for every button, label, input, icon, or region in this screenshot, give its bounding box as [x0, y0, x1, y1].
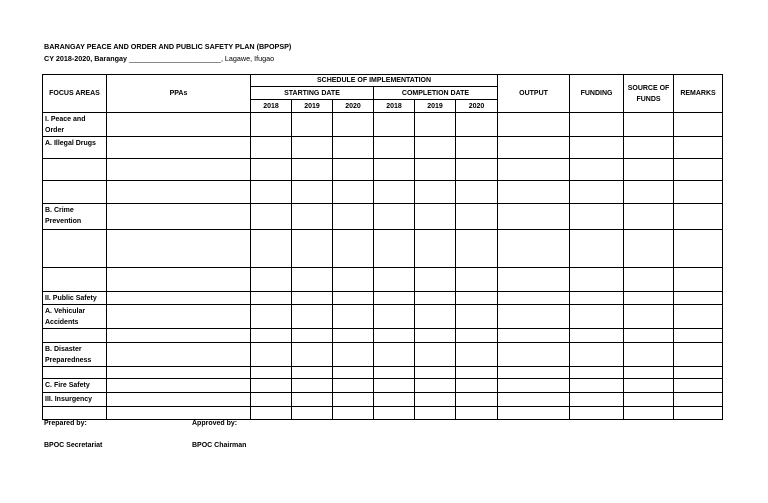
- table-row: [43, 268, 723, 292]
- document-subtitle: [44, 54, 274, 63]
- col-header-output: OUTPUT: [498, 75, 570, 113]
- table-cell[interactable]: [456, 393, 498, 407]
- table-cell[interactable]: [374, 230, 415, 268]
- table-cell[interactable]: [415, 268, 456, 292]
- table-cell[interactable]: [374, 159, 415, 181]
- table-cell[interactable]: [415, 181, 456, 204]
- table-cell[interactable]: [333, 292, 374, 305]
- table-cell[interactable]: [498, 379, 570, 393]
- year-header: 2020: [333, 100, 374, 113]
- col-header-source-of-funds: SOURCE OF FUNDS: [624, 75, 674, 113]
- table-cell[interactable]: [415, 159, 456, 181]
- table-cell[interactable]: [456, 329, 498, 343]
- table-cell[interactable]: [674, 343, 723, 367]
- table-cell[interactable]: [570, 393, 624, 407]
- table-cell[interactable]: [498, 113, 570, 137]
- focus-area-cell: B. Crime Prevention: [43, 204, 107, 230]
- table-cell[interactable]: [624, 113, 674, 137]
- table-cell[interactable]: [624, 268, 674, 292]
- table-cell[interactable]: [674, 181, 723, 204]
- table-cell[interactable]: [624, 137, 674, 159]
- table-row: [43, 137, 723, 159]
- year-header: 2020: [456, 100, 498, 113]
- table-cell[interactable]: [570, 379, 624, 393]
- focus-area-cell: A. Vehicular Accidents: [43, 305, 107, 329]
- table-cell[interactable]: [107, 393, 251, 407]
- table-cell[interactable]: [570, 113, 624, 137]
- table-row: [43, 329, 723, 343]
- table-cell[interactable]: [333, 329, 374, 343]
- subtitle-cy: CY 2018-2020, Barangay: [44, 54, 127, 63]
- table-cell[interactable]: [674, 329, 723, 343]
- table-cell[interactable]: [624, 407, 674, 420]
- table-cell[interactable]: [251, 137, 292, 159]
- focus-area-cell: [43, 407, 107, 420]
- table-cell[interactable]: [456, 230, 498, 268]
- table-cell[interactable]: [674, 159, 723, 181]
- table-cell[interactable]: [374, 407, 415, 420]
- table-cell[interactable]: [251, 181, 292, 204]
- table-cell[interactable]: [498, 292, 570, 305]
- year-header: 2018: [251, 100, 292, 113]
- table-cell[interactable]: [374, 181, 415, 204]
- table-cell[interactable]: [292, 343, 333, 367]
- table-cell[interactable]: [570, 343, 624, 367]
- table-row: [43, 407, 723, 420]
- table-cell[interactable]: [107, 181, 251, 204]
- col-header-schedule: SCHEDULE OF IMPLEMENTATION: [251, 75, 498, 87]
- table-cell[interactable]: [456, 113, 498, 137]
- subtitle-location: , Lagawe, Ifugao: [220, 54, 275, 63]
- table-cell[interactable]: [333, 230, 374, 268]
- table-cell[interactable]: [498, 204, 570, 230]
- table-cell[interactable]: [374, 268, 415, 292]
- table-cell[interactable]: [251, 367, 292, 379]
- table-cell[interactable]: [456, 367, 498, 379]
- table-cell[interactable]: [251, 343, 292, 367]
- table-cell[interactable]: [292, 407, 333, 420]
- table-cell[interactable]: [456, 159, 498, 181]
- table-cell[interactable]: [107, 343, 251, 367]
- table-cell[interactable]: [624, 305, 674, 329]
- table-cell[interactable]: [498, 329, 570, 343]
- table-cell[interactable]: [674, 292, 723, 305]
- table-cell[interactable]: [333, 181, 374, 204]
- focus-area-cell: [43, 367, 107, 379]
- table-cell[interactable]: [498, 407, 570, 420]
- table-cell[interactable]: [624, 379, 674, 393]
- table-cell[interactable]: [624, 393, 674, 407]
- table-cell[interactable]: [251, 393, 292, 407]
- table-cell[interactable]: [251, 268, 292, 292]
- table-cell[interactable]: [333, 407, 374, 420]
- table-cell[interactable]: [624, 230, 674, 268]
- table-cell[interactable]: [674, 393, 723, 407]
- table-cell[interactable]: [624, 159, 674, 181]
- table-cell[interactable]: [292, 329, 333, 343]
- table-cell[interactable]: [456, 305, 498, 329]
- year-header: 2019: [415, 100, 456, 113]
- table-cell[interactable]: [456, 407, 498, 420]
- approved-by-label: Approved by:: [192, 420, 238, 427]
- table-row: [43, 393, 723, 407]
- table-cell[interactable]: [292, 181, 333, 204]
- table-cell[interactable]: [374, 367, 415, 379]
- table-cell[interactable]: [674, 407, 723, 420]
- col-header-completion-date: COMPLETION DATE: [374, 87, 498, 100]
- table-cell[interactable]: [415, 230, 456, 268]
- table-cell[interactable]: [624, 181, 674, 204]
- focus-area-cell: [43, 181, 107, 204]
- table-cell[interactable]: [107, 329, 251, 343]
- table-cell[interactable]: [674, 230, 723, 268]
- focus-area-cell: A. Illegal Drugs: [43, 137, 107, 159]
- table-cell[interactable]: [498, 343, 570, 367]
- table-cell[interactable]: [107, 204, 251, 230]
- table-cell[interactable]: [498, 230, 570, 268]
- table-cell[interactable]: [415, 367, 456, 379]
- table-cell[interactable]: [674, 137, 723, 159]
- table-cell[interactable]: [292, 305, 333, 329]
- table-cell[interactable]: [674, 367, 723, 379]
- table-cell[interactable]: [415, 305, 456, 329]
- table-cell[interactable]: [456, 204, 498, 230]
- bpopsp-table: [42, 74, 723, 420]
- table-row: [43, 292, 723, 305]
- table-cell[interactable]: [570, 305, 624, 329]
- table-cell[interactable]: [374, 393, 415, 407]
- focus-area-cell: [43, 329, 107, 343]
- table-cell[interactable]: [674, 204, 723, 230]
- col-header-funding: FUNDING: [570, 75, 624, 113]
- table-cell[interactable]: [292, 367, 333, 379]
- col-header-focus-areas: FOCUS AREAS: [43, 75, 107, 113]
- table-cell[interactable]: [498, 137, 570, 159]
- table-cell[interactable]: [292, 292, 333, 305]
- col-header-starting-date: STARTING DATE: [251, 87, 374, 100]
- table-row: [43, 230, 723, 268]
- table-cell[interactable]: [333, 379, 374, 393]
- table-row: [43, 204, 723, 230]
- table-cell[interactable]: [107, 268, 251, 292]
- table-cell[interactable]: [570, 367, 624, 379]
- focus-area-cell: C. Fire Safety: [43, 379, 107, 393]
- table-cell[interactable]: [498, 367, 570, 379]
- year-header: 2018: [374, 100, 415, 113]
- table-cell[interactable]: [570, 292, 624, 305]
- table-cell[interactable]: [570, 159, 624, 181]
- col-header-ppas: PPAs: [107, 75, 251, 113]
- table-cell[interactable]: [292, 137, 333, 159]
- table-cell[interactable]: [292, 268, 333, 292]
- table-cell[interactable]: [456, 292, 498, 305]
- table-cell[interactable]: [415, 204, 456, 230]
- table-cell[interactable]: [107, 292, 251, 305]
- table-row: [43, 113, 723, 137]
- prepared-by-label: Prepared by:: [44, 420, 87, 427]
- table-cell[interactable]: [456, 379, 498, 393]
- table-cell[interactable]: [415, 393, 456, 407]
- table-row: [43, 159, 723, 181]
- table-cell[interactable]: [374, 113, 415, 137]
- table-cell[interactable]: [624, 329, 674, 343]
- document-title: BARANGAY PEACE AND ORDER AND PUBLIC SAFETY PLAN (BPOPSP): [44, 42, 292, 51]
- table-cell[interactable]: [333, 159, 374, 181]
- table-cell[interactable]: [624, 367, 674, 379]
- table-cell[interactable]: [251, 407, 292, 420]
- col-header-remarks: REMARKS: [674, 75, 723, 113]
- table-cell[interactable]: [415, 137, 456, 159]
- table-row: [43, 181, 723, 204]
- table-cell[interactable]: [570, 137, 624, 159]
- table-cell[interactable]: [570, 407, 624, 420]
- table-cell[interactable]: [374, 343, 415, 367]
- table-cell[interactable]: [251, 329, 292, 343]
- table-cell[interactable]: [456, 137, 498, 159]
- table-cell[interactable]: [292, 204, 333, 230]
- table-cell[interactable]: [333, 343, 374, 367]
- table-cell[interactable]: [292, 159, 333, 181]
- table-cell[interactable]: [374, 137, 415, 159]
- table-row: [43, 379, 723, 393]
- bpoc-secretariat: BPOC Secretariat: [44, 442, 103, 449]
- table-cell[interactable]: [107, 305, 251, 329]
- table-cell[interactable]: [107, 407, 251, 420]
- table-cell[interactable]: [570, 230, 624, 268]
- table-cell[interactable]: [374, 204, 415, 230]
- table-cell[interactable]: [570, 181, 624, 204]
- table-cell[interactable]: [107, 379, 251, 393]
- table-cell[interactable]: [570, 204, 624, 230]
- table-cell[interactable]: [374, 379, 415, 393]
- table-cell[interactable]: [251, 159, 292, 181]
- table-cell[interactable]: [570, 268, 624, 292]
- table-cell[interactable]: [333, 305, 374, 329]
- table-row: [43, 367, 723, 379]
- table-cell[interactable]: [292, 230, 333, 268]
- table-cell[interactable]: [415, 343, 456, 367]
- year-header: 2019: [292, 100, 333, 113]
- table-cell[interactable]: [374, 305, 415, 329]
- table-cell[interactable]: [570, 329, 624, 343]
- table-cell[interactable]: [374, 292, 415, 305]
- table-cell[interactable]: [292, 393, 333, 407]
- table-cell[interactable]: [498, 268, 570, 292]
- table-cell[interactable]: [498, 305, 570, 329]
- table-cell[interactable]: [333, 268, 374, 292]
- table-cell[interactable]: [456, 181, 498, 204]
- table-cell[interactable]: [251, 379, 292, 393]
- table-row: [43, 305, 723, 329]
- focus-area-cell: [43, 268, 107, 292]
- table-cell[interactable]: [107, 230, 251, 268]
- table-cell[interactable]: [251, 113, 292, 137]
- table-cell[interactable]: [456, 268, 498, 292]
- table-cell[interactable]: [333, 204, 374, 230]
- table-cell[interactable]: [415, 407, 456, 420]
- table-cell[interactable]: [624, 204, 674, 230]
- focus-area-cell: B. Disaster Preparedness: [43, 343, 107, 367]
- table-cell[interactable]: [292, 113, 333, 137]
- table-cell[interactable]: [292, 379, 333, 393]
- table-cell[interactable]: [333, 137, 374, 159]
- table-cell[interactable]: [415, 292, 456, 305]
- table-cell[interactable]: [107, 113, 251, 137]
- barangay-blank[interactable]: _______________________: [128, 54, 221, 63]
- table-cell[interactable]: [674, 379, 723, 393]
- table-cell[interactable]: [333, 393, 374, 407]
- table-cell[interactable]: [333, 367, 374, 379]
- table-cell[interactable]: [374, 329, 415, 343]
- focus-area-cell: II. Public Safety: [43, 292, 107, 305]
- table-cell[interactable]: [107, 367, 251, 379]
- table-cell[interactable]: [107, 159, 251, 181]
- table-cell[interactable]: [624, 292, 674, 305]
- table-cell[interactable]: [415, 329, 456, 343]
- table-cell[interactable]: [674, 268, 723, 292]
- table-cell[interactable]: [415, 379, 456, 393]
- table-cell[interactable]: [498, 181, 570, 204]
- table-cell[interactable]: [415, 113, 456, 137]
- table-row: [43, 343, 723, 367]
- table-cell[interactable]: [624, 343, 674, 367]
- bpoc-chairman: BPOC Chairman: [192, 442, 247, 449]
- table-cell[interactable]: [251, 292, 292, 305]
- table-cell[interactable]: [674, 305, 723, 329]
- focus-area-cell: III. Insurgency: [43, 393, 107, 407]
- table-cell[interactable]: [674, 113, 723, 137]
- table-cell[interactable]: [456, 343, 498, 367]
- focus-area-cell: [43, 159, 107, 181]
- focus-area-cell: [43, 230, 107, 268]
- focus-area-cell: I. Peace and Order: [43, 113, 107, 137]
- table-cell[interactable]: [251, 305, 292, 329]
- table-cell[interactable]: [251, 204, 292, 230]
- table-cell[interactable]: [251, 230, 292, 268]
- table-cell[interactable]: [333, 113, 374, 137]
- table-cell[interactable]: [498, 393, 570, 407]
- table-cell[interactable]: [107, 137, 251, 159]
- table-cell[interactable]: [498, 159, 570, 181]
